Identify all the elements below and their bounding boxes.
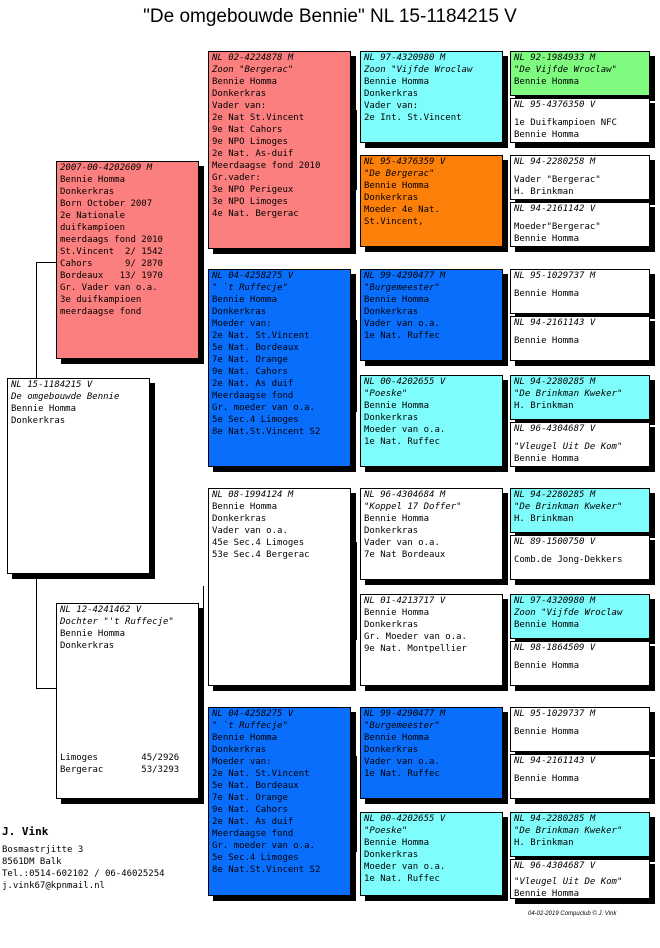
connector-line — [506, 510, 507, 554]
gen4-card[interactable] — [510, 155, 650, 200]
connector-line — [356, 320, 357, 412]
breeder-info — [2, 826, 165, 892]
info-line: 9e Nat. Cahors — [212, 367, 288, 377]
info-line: Donkerkras — [60, 641, 115, 651]
info-line: Vader van o.a. — [364, 538, 440, 548]
info-line: Gr. Moeder van o.a. — [364, 632, 467, 642]
great-grandparent-card[interactable] — [360, 51, 503, 143]
info-line: Moeder van: — [212, 757, 272, 767]
info-line: 9e Nat. Cahors — [212, 805, 288, 815]
connector-line — [356, 756, 357, 852]
info-line: Bennie Homma — [364, 838, 430, 848]
connector-line — [506, 724, 507, 768]
gen4-card[interactable] — [510, 422, 650, 467]
great-grandparent-card[interactable] — [360, 594, 503, 686]
info-line: 2e Nat. As duif — [212, 379, 294, 389]
info-line: Bennie Homma — [364, 295, 430, 305]
info-line: St.Vincent, — [364, 217, 424, 227]
info-line: Bennie Homma — [514, 661, 580, 671]
info-line: Moeder van: — [212, 319, 272, 329]
pigeon-name: Zoon "Vijfde Wroclaw — [514, 608, 623, 618]
info-line: Bennie Homma — [212, 733, 278, 743]
info-line: Moeder 4e Nat. — [364, 205, 440, 215]
connector-line — [36, 262, 58, 263]
info-line: 2e Nat. St.Vincent — [212, 769, 310, 779]
ring-number: NL 12-4241462 V — [60, 605, 142, 615]
info-line: Donkerkras — [364, 413, 419, 423]
great-grandparent-card[interactable] — [360, 812, 503, 896]
ring-number: NL 00-4202655 V — [364, 377, 446, 387]
pigeon-name: "Burgemeester" — [364, 721, 440, 731]
pigeon-name: "De Bergerac" — [364, 169, 435, 179]
info-line: Bordeaux 13/ 1970 — [60, 271, 163, 281]
info-line: Donkerkras — [11, 416, 66, 426]
ring-number: NL 97-4320980 M — [364, 53, 446, 63]
ring-number: NL 96-4304687 V — [514, 424, 596, 434]
info-line: 5e Nat. Bordeaux — [212, 781, 299, 791]
ring-number: NL 97-4320980 M — [514, 596, 596, 606]
info-line: Bennie Homma — [514, 889, 580, 899]
pigeon-name: "Vleugel Uit De Kom" — [514, 877, 623, 887]
info-line: Donkerkras — [364, 620, 419, 630]
info-line: Donkerkras — [364, 193, 419, 203]
grandparent-card[interactable] — [208, 51, 351, 249]
info-line: 3e duifkampioen — [60, 295, 142, 305]
footer-credit: 04-02-2019 Compuclub © J. Vink — [528, 911, 617, 917]
pigeon-name: "De Brinkman Kweker" — [514, 502, 623, 512]
info-line: meerdaagse fond — [60, 307, 142, 317]
info-line: Meerdaagse fond 2010 — [212, 161, 321, 171]
connector-line — [506, 616, 507, 660]
gen4-card[interactable] — [510, 202, 650, 247]
great-grandparent-card[interactable] — [360, 375, 503, 467]
gen4-card[interactable] — [510, 594, 650, 639]
gen4-card[interactable] — [510, 535, 650, 580]
pigeon-name: "Vleugel Uit De Kom" — [514, 442, 623, 452]
info-line: Vader van: — [212, 101, 267, 111]
info-line: Gr.vader: — [212, 173, 261, 183]
breeder-phone: Tel.:0514-602102 / 06-46025254 — [2, 869, 165, 879]
info-line: Bennie Homma — [212, 77, 278, 87]
info-line: Bennie Homma — [364, 77, 430, 87]
info-line: Donkerkras — [212, 307, 267, 317]
info-line: duifkampioen — [60, 223, 126, 233]
info-line: 8e Nat.St.Vincent S2 — [212, 427, 321, 437]
info-line: 2e Int. St.Vincent — [364, 113, 462, 123]
connector-line — [203, 586, 204, 792]
info-line: 4e Nat. Bergerac — [212, 209, 299, 219]
ring-number: NL 92-1984933 M — [514, 53, 596, 63]
info-line: Comb.de Jong-Dekkers — [514, 555, 623, 565]
info-line: Donkerkras — [60, 187, 115, 197]
info-line: 2e Nat. As duif — [212, 817, 294, 827]
info-line: 5e Nat. Bordeaux — [212, 343, 299, 353]
ring-number: NL 94-2161143 V — [514, 756, 596, 766]
pigeon-name: "Koppel 17 Doffer" — [364, 502, 462, 512]
info-line: Bennie Homma — [212, 502, 278, 512]
info-line: H. Brinkman — [514, 187, 574, 197]
pigeon-name: De omgebouwde Bennie — [11, 392, 120, 402]
connector-line — [203, 170, 204, 320]
gen4-card[interactable] — [510, 859, 650, 899]
info-line: Bennie Homma — [11, 404, 77, 414]
connector-line — [506, 74, 507, 118]
info-line: H. Brinkman — [514, 401, 574, 411]
ring-number: NL 04-4258275 V — [212, 271, 294, 281]
connector-line — [36, 574, 37, 688]
info-line: 2e Nat St.Vincent — [212, 113, 305, 123]
info-line: Vader "Bergerac" — [514, 175, 601, 185]
info-line: Bennie Homma — [514, 289, 580, 299]
info-line: Bennie Homma — [364, 181, 430, 191]
info-line: 53e Sec.4 Bergerac — [212, 550, 310, 560]
gen4-card[interactable] — [510, 316, 650, 361]
ring-number: NL 04-4258275 V — [212, 709, 294, 719]
gen4-card[interactable] — [510, 375, 650, 420]
info-line: Meerdaagse fond — [212, 391, 294, 401]
breeder-email: j.vink67@kpnmail.nl — [2, 881, 105, 891]
info-line: Donkerkras — [364, 307, 419, 317]
ring-number: NL 95-1029737 M — [514, 709, 596, 719]
ring-number: NL 89-1500750 V — [514, 537, 596, 547]
breeder-address: Bosmastrjitte 3 — [2, 845, 84, 855]
pigeon-name: "De Vijfde Wroclaw" — [514, 65, 617, 75]
page-title: "De omgebouwde Bennie" NL 15-1184215 V — [143, 6, 517, 27]
info-line: Moeder van o.a. — [364, 425, 446, 435]
info-line: Donkerkras — [364, 850, 419, 860]
connector-line — [506, 830, 507, 874]
connector-line — [506, 288, 507, 332]
ring-number: NL 99-4290477 M — [364, 271, 446, 281]
ring-number: NL 95-4376350 V — [514, 100, 596, 110]
info-line: Bennie Homma — [514, 454, 580, 464]
info-line: 9e Nat. Montpellier — [364, 644, 467, 654]
info-line: 8e Nat.St.Vincent S2 — [212, 865, 321, 875]
info-line: Donkerkras — [212, 745, 267, 755]
info-line: H. Brinkman — [514, 838, 574, 848]
breeder-postcode: 8561DM Balk — [2, 857, 62, 867]
pigeon-name: "Burgemeester" — [364, 283, 440, 293]
info-line: Vader van o.a. — [364, 757, 440, 767]
info-line: 3e NPO Limoges — [212, 197, 288, 207]
sire-card[interactable] — [56, 161, 199, 359]
info-line: H. Brinkman — [514, 514, 574, 524]
info-line: 1e Nat. Ruffec — [364, 769, 440, 779]
great-grandparent-card[interactable] — [360, 269, 503, 361]
info-line: 2e Nat. St.Vincent — [212, 331, 310, 341]
info-line: Moeder van o.a. — [364, 862, 446, 872]
gen4-card[interactable] — [510, 51, 650, 96]
info-line: Moeder"Bergerac" — [514, 222, 601, 232]
connector-line — [36, 688, 58, 689]
breeder-name: J. Vink — [2, 825, 49, 838]
info-line: Bennie Homma — [364, 733, 430, 743]
connector-line — [356, 110, 357, 190]
info-line: Donkerkras — [212, 89, 267, 99]
ring-number: NL 15-1184215 V — [11, 380, 93, 390]
ring-number: NL 94-2280285 M — [514, 814, 596, 824]
info-line: 1e Nat. Ruffec — [364, 874, 440, 884]
info-line: 2e Nationale — [60, 211, 126, 221]
info-line: 45e Sec.4 Limoges — [212, 538, 305, 548]
pigeon-name: " `t Ruffecje" — [212, 283, 288, 293]
pigeon-name: Dochter "'t Ruffecje" — [60, 617, 174, 627]
ring-number: NL 95-1029737 M — [514, 271, 596, 281]
info-line: Vader van o.a. — [212, 526, 288, 536]
info-line: 7e Nat Bordeaux — [364, 550, 446, 560]
info-line: Cahors 9/ 2870 — [60, 259, 163, 269]
gen4-card[interactable] — [510, 269, 650, 314]
pigeon-name: Zoon "Vijfde Wroclaw — [364, 65, 473, 75]
info-line: Gr. moeder van o.a. — [212, 841, 315, 851]
gen4-card[interactable] — [510, 707, 650, 752]
gen4-card[interactable] — [510, 812, 650, 857]
gen4-card[interactable] — [510, 754, 650, 799]
info-line: Bennie Homma — [514, 234, 580, 244]
info-line: Bennie Homma — [364, 514, 430, 524]
ring-number: NL 95-4376359 V — [364, 157, 446, 167]
connector-line — [36, 262, 37, 378]
grandparent-card[interactable] — [208, 269, 351, 467]
info-line: Donkerkras — [364, 89, 419, 99]
ring-number: NL 00-4202655 V — [364, 814, 446, 824]
race-result: Bergerac 53/3293 — [60, 765, 180, 775]
info-line: 9e Nat Cahors — [212, 125, 283, 135]
pigeon-name: " `t Ruffecje" — [212, 721, 288, 731]
ring-number: NL 01-4213717 V — [364, 596, 446, 606]
info-line: Bennie Homma — [212, 295, 278, 305]
great-grandparent-card[interactable] — [360, 488, 503, 580]
info-line: Donkerkras — [212, 514, 267, 524]
info-line: 1e Duifkampioen NFC — [514, 118, 617, 128]
info-line: Donkerkras — [364, 526, 419, 536]
info-line: Bennie Homma — [514, 77, 580, 87]
info-line: Bennie Homma — [514, 336, 580, 346]
info-line: Bennie Homma — [364, 608, 430, 618]
great-grandparent-card[interactable] — [360, 707, 503, 799]
gen4-card[interactable] — [510, 641, 650, 686]
info-line: Vader van: — [364, 101, 419, 111]
ring-number: NL 94-2280258 M — [514, 157, 596, 167]
ring-number: NL 94-2161142 V — [514, 204, 596, 214]
ring-number: NL 99-4290477 M — [364, 709, 446, 719]
info-line: Bennie Homma — [364, 401, 430, 411]
dam-card[interactable] — [56, 603, 199, 799]
ring-number: 2007-00-4202609 M — [60, 163, 153, 173]
pigeon-name: "De Brinkman Kweker" — [514, 389, 623, 399]
info-line: Bennie Homma — [514, 727, 580, 737]
info-line: 7e Nat. Orange — [212, 793, 288, 803]
ring-number: NL 96-4304687 V — [514, 861, 596, 871]
info-line: 5e Sec.4 Limoges — [212, 415, 299, 425]
info-line: 1e Nat. Ruffec — [364, 331, 440, 341]
info-line: St.Vincent 2/ 1542 — [60, 247, 163, 257]
subject-card[interactable] — [7, 378, 150, 574]
pigeon-name: "De Brinkman Kweker" — [514, 826, 623, 836]
info-line: 7e Nat. Orange — [212, 355, 288, 365]
info-line: Born October 2007 — [60, 199, 153, 209]
ring-number: NL 08-1994124 M — [212, 490, 294, 500]
ring-number: NL 94-2280285 M — [514, 377, 596, 387]
info-line: 9e NPO Limoges — [212, 137, 288, 147]
info-line: Vader van o.a. — [364, 319, 440, 329]
ring-number: NL 94-2161143 V — [514, 318, 596, 328]
pigeon-name: Zoon "Bergerac" — [212, 65, 294, 75]
info-line: Bennie Homma — [514, 774, 580, 784]
race-result: Limoges 45/2926 — [60, 753, 180, 763]
grandparent-card[interactable] — [208, 707, 351, 896]
connector-line — [356, 542, 357, 640]
info-line: Bennie Homma — [514, 130, 580, 140]
info-line: Bennie Homma — [60, 175, 126, 185]
great-grandparent-card[interactable] — [360, 155, 503, 247]
info-line: meerdaags fond 2010 — [60, 235, 163, 245]
grandparent-card[interactable] — [208, 488, 351, 686]
info-line: Bennie Homma — [514, 620, 580, 630]
ring-number: NL 02-4224878 M — [212, 53, 294, 63]
connector-line — [506, 180, 507, 224]
info-line: Meerdaagse fond — [212, 829, 294, 839]
info-line: 2e Nat. As-duif — [212, 149, 294, 159]
info-line: 1e Nat. Ruffec — [364, 437, 440, 447]
pigeon-name: "Poeske" — [364, 389, 408, 399]
pigeon-name: "Poeske" — [364, 826, 408, 836]
ring-number: NL 94-2280285 M — [514, 490, 596, 500]
gen4-card[interactable] — [510, 488, 650, 533]
ring-number: NL 96-4304684 M — [364, 490, 446, 500]
info-line: Gr. Vader van o.a. — [60, 283, 158, 293]
connector-line — [506, 394, 507, 438]
gen4-card[interactable] — [510, 98, 650, 143]
ring-number: NL 98-1864509 V — [514, 643, 596, 653]
info-line: Donkerkras — [364, 745, 419, 755]
info-line: Gr. moeder van o.a. — [212, 403, 315, 413]
info-line: 5e Sec.4 Limoges — [212, 853, 299, 863]
info-line: 3e NPO Perigeux — [212, 185, 294, 195]
info-line: Bennie Homma — [60, 629, 126, 639]
